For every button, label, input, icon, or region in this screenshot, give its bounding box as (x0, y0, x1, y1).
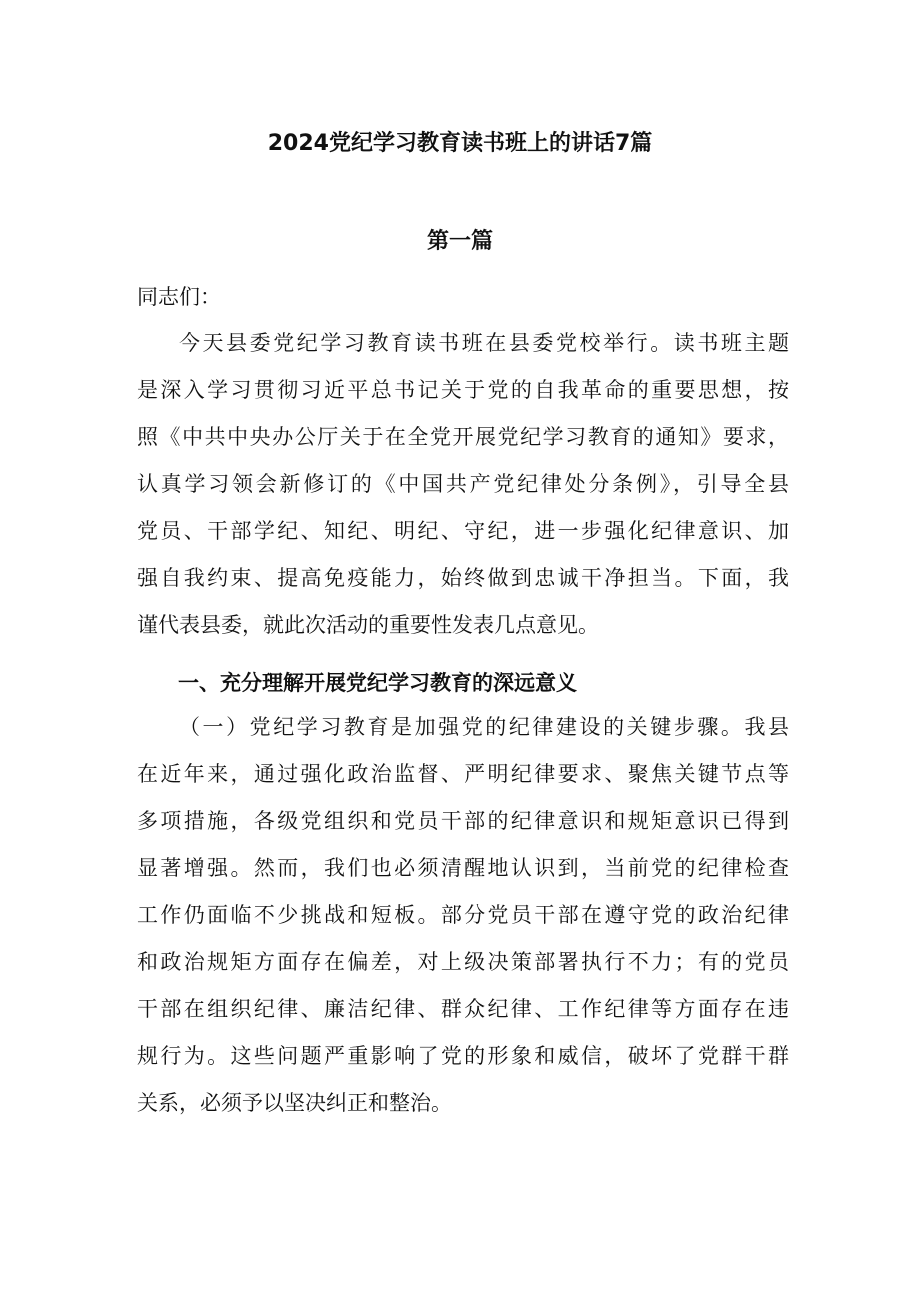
paragraph-line: 在近年来，通过强化政治监督、严明纪律要求、聚焦关键节点等 (137, 762, 789, 786)
paragraph-line: 今天县委党纪学习教育读书班在县委党校举行。读书班主题 (179, 331, 789, 355)
paragraph-line: 多项措施，各级党组织和党员干部的纪律意识和规矩意识已得到 (137, 809, 789, 833)
paragraph-line: 认真学习领会新修订的《中国共产党纪律处分条例》，引导全县 (137, 472, 789, 496)
salutation: 同志们： (137, 285, 221, 309)
paragraph-line: 关系，必须予以坚决纠正和整治。 (137, 1091, 452, 1115)
paragraph-line: 照《中共中央办公厅关于在全党开展党纪学习教育的通知》要求， (137, 425, 789, 449)
document-title: 2024党纪学习教育读书班上的讲话7篇 (267, 131, 653, 156)
paragraph-2 (137, 704, 789, 1127)
paragraph-line: 显著增强。然而，我们也必须清醒地认识到，当前党的纪律检查 (137, 856, 789, 880)
paragraph-line: 党员、干部学纪、知纪、明纪、守纪，进一步强化纪律意识、加 (137, 519, 789, 543)
paragraph-line: （一）党纪学习教育是加强党的纪律建设的关键步骤。我县 (179, 715, 789, 739)
paragraph-line: 规行为。这些问题严重影响了党的形象和威信，破坏了党群干群 (137, 1044, 789, 1068)
paragraph-1 (137, 320, 789, 649)
paragraph-line: 谨代表县委，就此次活动的重要性发表几点意见。 (137, 613, 599, 637)
section-heading-1: 一、充分理解开展党纪学习教育的深远意义 (178, 671, 577, 695)
paragraph-line: 是深入学习贯彻习近平总书记关于党的自我革命的重要思想，按 (137, 378, 789, 402)
paragraph-line: 干部在组织纪律、廉洁纪律、群众纪律、工作纪律等方面存在违 (137, 997, 789, 1021)
paragraph-line: 强自我约束、提高免疫能力，始终做到忠诚干净担当。下面，我 (137, 566, 789, 590)
part-title: 第一篇 (426, 229, 493, 254)
paragraph-line: 和政治规矩方面存在偏差，对上级决策部署执行不力；有的党员 (137, 950, 789, 974)
paragraph-line: 工作仍面临不少挑战和短板。部分党员干部在遵守党的政治纪律 (137, 903, 789, 927)
